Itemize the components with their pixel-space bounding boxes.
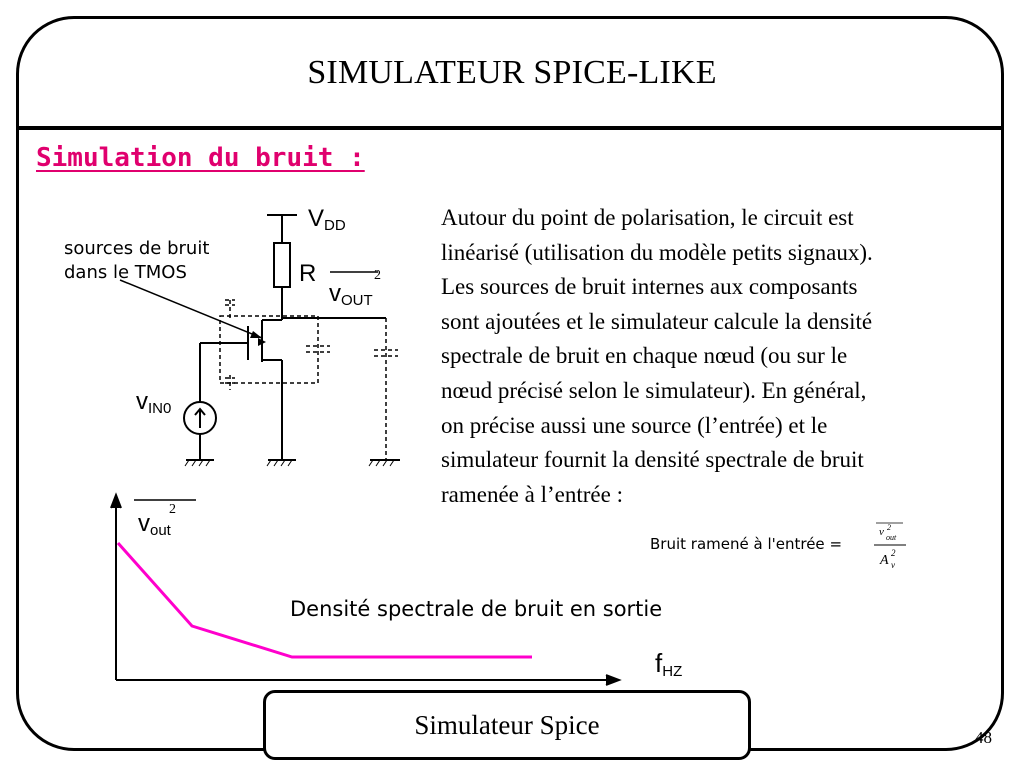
footer-title: Simulateur Spice (263, 690, 751, 760)
svg-text:v: v (891, 560, 895, 570)
paragraph-line: simulateur fournit la densité spectrale de bruit (441, 447, 864, 473)
paragraph-line: on précise aussi une source (l’entrée) et le (441, 412, 828, 438)
note-line: sources de bruit (64, 238, 210, 259)
plot-y-exponent: 2 (169, 502, 176, 517)
page-number: 48 (975, 728, 992, 747)
paragraph-line: ramenée à l’entrée : (441, 481, 623, 507)
noise-sources-note (64, 237, 209, 285)
slide-title: SIMULATEUR SPICE-LIKE (307, 54, 717, 91)
paragraph-line: Les sources de bruit internes aux composants (441, 274, 858, 300)
plot-x-label: $f_{HZ}$ (655, 648, 683, 680)
pointer-line (120, 280, 262, 338)
paragraph-line: Autour du point de polarisation, le circuit est (441, 205, 854, 230)
paragraph-line: nœud précisé selon le simulateur). En général, (441, 377, 867, 403)
parasitic-noise-elements (220, 300, 398, 460)
svg-text:2: 2 (891, 548, 896, 558)
vin-label: $v_{IN0}$ (136, 388, 172, 417)
paragraph-line: spectrale de bruit en chaque nœud (ou sur le (441, 343, 848, 369)
vout-exponent: 2 (374, 268, 381, 283)
paragraph-line: linéarisé (utilisation du modèle petits signaux). (441, 239, 873, 265)
curve-caption: Densité spectrale de bruit en sortie (290, 597, 663, 621)
svg-text:out: out (886, 533, 897, 542)
formula-fraction (874, 523, 906, 570)
section-heading: Simulation du bruit : (36, 143, 365, 173)
note-line: dans le TMOS (64, 262, 187, 283)
svg-text:2: 2 (887, 523, 891, 532)
resistor-symbol (274, 243, 290, 287)
svg-text:v: v (879, 526, 884, 538)
formula-lhs: Bruit ramené à l'entrée = (650, 535, 843, 553)
vdd-label: $V_{DD}$ (308, 205, 346, 234)
paragraph-line: sont ajoutées et le simulateur calcule la densité (441, 308, 873, 334)
plot-y-label: $v_{out}$ (138, 510, 171, 539)
up-arrow-icon (195, 409, 205, 428)
vout-label: $v_{OUT}$ (329, 280, 373, 309)
resistor-label: R (299, 260, 317, 287)
nmos-circuit-schematic (184, 215, 400, 460)
svg-text:A: A (880, 553, 889, 568)
